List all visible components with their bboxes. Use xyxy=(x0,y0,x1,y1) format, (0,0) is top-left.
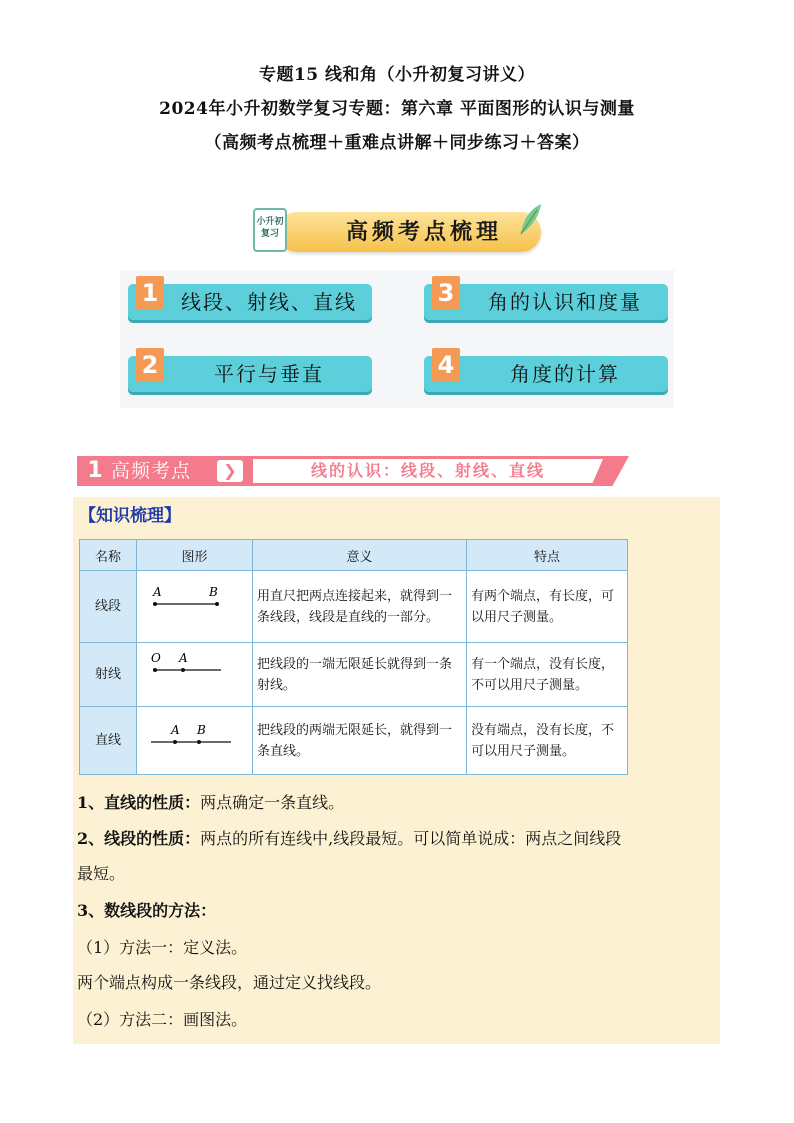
row-name: 射线 xyxy=(80,643,137,707)
property-segment xyxy=(77,828,621,850)
topic-item-3[interactable] xyxy=(424,279,668,320)
row-feature: 有两个端点，有长度，可以用尺子测量。 xyxy=(467,571,628,643)
table-row xyxy=(80,643,628,707)
chevron-right-icon: ❯ xyxy=(217,460,243,482)
doc-title: 专题15 线和角（小升初复习讲义） xyxy=(258,65,536,85)
property-label: 1、直线的性质： xyxy=(77,793,201,812)
table-header: 意义 xyxy=(253,540,467,571)
row-feature: 有一个端点，没有长度，不可以用尺子测量。 xyxy=(467,643,628,707)
topic-item-2[interactable] xyxy=(128,351,372,392)
topic-number: 2 xyxy=(136,348,164,382)
section-number: 1 xyxy=(87,458,103,483)
property-segment-cont: 最短。 xyxy=(77,864,126,883)
row-meaning: 把线段的两端无限延长，就得到一条直线。 xyxy=(253,707,467,775)
section-header xyxy=(77,456,629,486)
table-row xyxy=(80,707,628,775)
knowledge-content xyxy=(73,497,720,1044)
point-label-b: B xyxy=(209,585,218,599)
banner xyxy=(247,208,547,256)
badge-line2: 复习 xyxy=(260,229,279,239)
banner-pill xyxy=(277,212,541,252)
method-1: （1）方法一：定义法。 xyxy=(77,938,248,957)
line-figure xyxy=(137,707,253,775)
banner-label: 高频考点梳理 xyxy=(345,219,502,245)
row-meaning: 用直尺把两点连接起来，就得到一条线段，线段是直线的一部分。 xyxy=(253,571,467,643)
property-label: 2、线段的性质： xyxy=(77,829,201,848)
property-text: 两点的所有连线中,线段最短。可以简单说成：两点之间线段 xyxy=(200,829,622,848)
method-1-text: 两个端点构成一条线段，通过定义找线段。 xyxy=(77,973,382,992)
topic-panel xyxy=(120,270,674,408)
section-title: 线的认识：线段、射线、直线 xyxy=(310,461,545,480)
topic-label: 平行与垂直 xyxy=(214,362,324,386)
row-name: 线段 xyxy=(80,571,137,643)
point-label-o: O xyxy=(151,651,161,665)
method-2: （2）方法二：画图法。 xyxy=(77,1010,248,1029)
table-header-row xyxy=(80,540,628,571)
definition-table xyxy=(79,539,628,775)
point-label-a: A xyxy=(153,585,162,599)
topic-number: 4 xyxy=(432,348,460,382)
topic-item-1[interactable] xyxy=(128,279,372,320)
badge-line1: 小升初 xyxy=(256,217,284,227)
counting-method-heading: 3、数线段的方法： xyxy=(77,901,217,920)
topic-label: 线段、射线、直线 xyxy=(181,290,357,314)
segment-figure xyxy=(137,571,253,643)
property-line xyxy=(77,792,344,814)
point-label-b: B xyxy=(197,723,206,737)
leaf-icon xyxy=(517,202,543,236)
row-meaning: 把线段的一端无限延长就得到一条射线。 xyxy=(253,643,467,707)
table-header: 名称 xyxy=(80,540,137,571)
table-header: 特点 xyxy=(467,540,628,571)
doc-subtitle: 2024年小升初数学复习专题：第六章 平面图形的认识与测量 xyxy=(159,99,635,119)
topic-label: 角度的计算 xyxy=(510,362,620,386)
topic-label: 角的认识和度量 xyxy=(488,290,642,314)
ray-figure xyxy=(137,643,253,707)
topic-item-4[interactable] xyxy=(424,351,668,392)
point-label-a: A xyxy=(179,651,188,665)
knowledge-heading: 【知识梳理】 xyxy=(79,506,181,526)
table-header: 图形 xyxy=(137,540,253,571)
row-name: 直线 xyxy=(80,707,137,775)
section-tag: 高频考点 xyxy=(111,460,192,482)
table-row xyxy=(80,571,628,643)
doc-subtitle-2: （高频考点梳理＋重难点讲解＋同步练习＋答案） xyxy=(204,133,590,153)
property-text: 两点确定一条直线。 xyxy=(200,793,345,812)
topic-number: 3 xyxy=(432,276,460,310)
row-feature: 没有端点，没有长度，不可以用尺子测量。 xyxy=(467,707,628,775)
book-icon xyxy=(253,208,287,252)
topic-number: 1 xyxy=(136,276,164,310)
point-label-a: A xyxy=(171,723,180,737)
